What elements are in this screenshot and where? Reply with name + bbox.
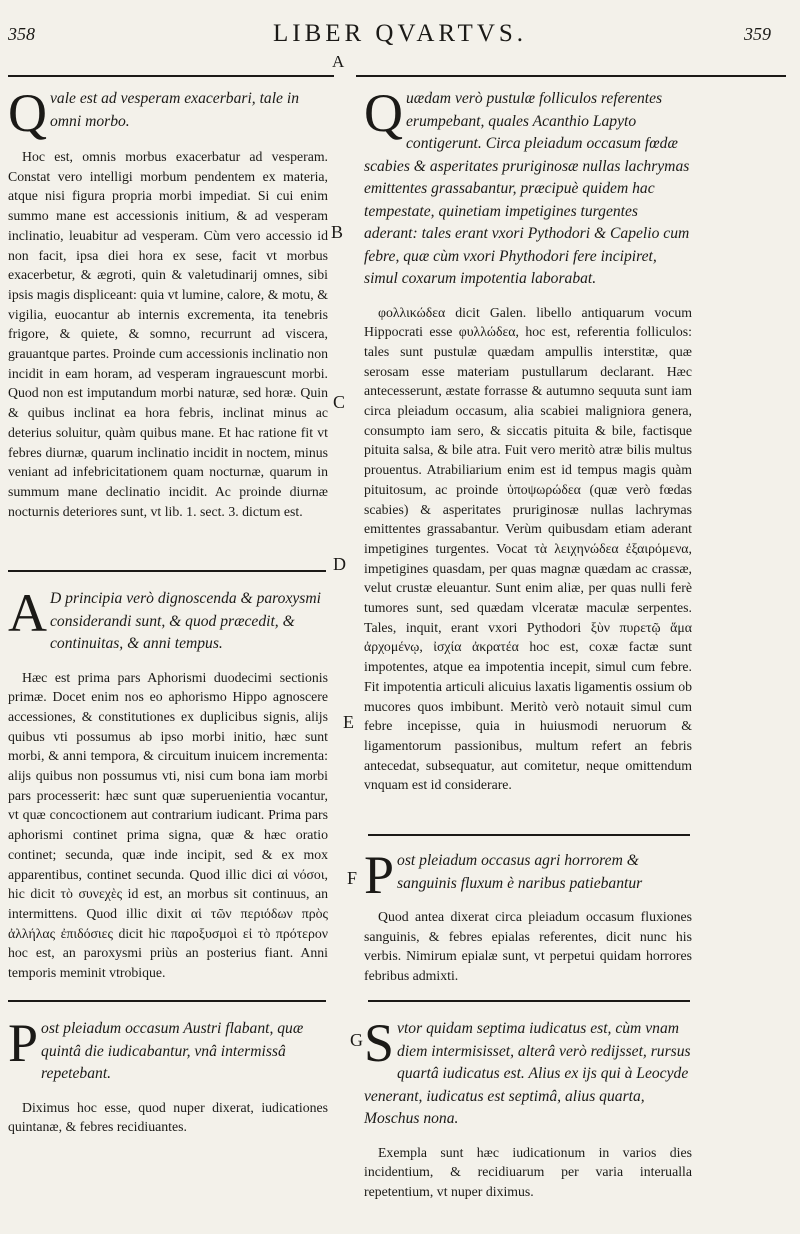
aphorism-lemma bbox=[364, 845, 692, 905]
lemma-text: vale est ad vesperam exacerbari, tale in omni morbo. bbox=[50, 90, 299, 130]
commentary-text: Exempla sunt hæc iudicationum in varios dies incidentium, & recidiuarum per varia interualla repetentium, vt nuper diximus. bbox=[364, 1144, 692, 1199]
drop-cap: P bbox=[364, 845, 395, 905]
margin-letter-e: E bbox=[343, 712, 354, 732]
drop-cap: S bbox=[364, 1013, 395, 1073]
left-section-1 bbox=[8, 83, 328, 521]
commentary-text: φολλικώδεα dicit Galen. libello antiquarum vocum Hippocrati esse φυλλώδεα, hoc est, referentia folliculos: tales sunt pustulæ quædam ampullis interstitæ, quæ serosam esse materiam pustullarum declarant. Hæc antecesserunt, æstate forrasse & autumno sequuta sunt iam circa pleiadum occasum, alia scabiei maligniora genera, consumpto iam sero, & siccatis pituita & bile, factisque pituita salsa, & bile atra. Fuit vero meritò atræ bilis multus prouentus. Atrabiliarium enim est id tempus magis quàm pituitosum, ac proinde ὑποψωρώδεα (quæ verò fœdas scabies) & asperitates pruriginosæ nullas lachrymas emittentes grassabantur. Verùm quibusdam etiam aderant impetigines turgentes. Vocat τὰ λειχηνώδεα ἐξαιρόμενα, impetigines quasdam, per quas magnæ quædam ac crassæ, velut crustæ eleuantur. Sunt enim aliæ, per quas nulli ferè tumores sunt, sed quædam vlceratæ maculæ serpentes. Tales, inquit, erant vxori Pythodori ξὺν πυρετῷ ἅμα ἀρχομένῳ, ἰσχία ἀκρατέα hoc est, coxæ factæ sunt impotentes, atque ea impotentia incepit, simul cum febre. Fit impotentia articuli alicuius laxatis ligamentis ossium ob mucores quos imbibunt. Meritò verò notauit simul cum febre incepisse, quia in huiusmodi neruorum & ligamentorum passionibus, multum refert an febris antecedat, subsequatur, aut comitetur, neque omittendum vnquam est id considerare. bbox=[364, 304, 692, 793]
margin-letter-g: G bbox=[350, 1030, 363, 1050]
commentary-text: Diximus hoc esse, quod nuper dixerat, iudicationes quintanæ, & febres recidiuantes. bbox=[8, 1099, 328, 1135]
margin-letter-b: B bbox=[331, 222, 344, 242]
right-section-1 bbox=[364, 83, 692, 795]
aphorism-lemma bbox=[364, 1013, 692, 1131]
margin-letter-f: F bbox=[347, 868, 358, 888]
commentary-text: Hæc est prima pars Aphorismi duodecimi sectionis primæ. Docet enim nos eo aphorismo Hippo agnoscere accessiones, & constitutiones ex duplicibus signis, alijs quibus vti possumus ab ipso morbi initio, hæc sunt morbi, & anni tempora, & circuitum inuicem incrementa: alijs quibus non possumus vti, nisi cum bona iam morbi pars processerit: hæc sunt quæ superuenientia vocantur, vt quæ concoctionem aut contrarium iudicant. Prima pars aphorismi continet prima signa, quæ & hæc oratio continet; secunda, quæ inde incipit, sed & ex mox apparentibus, continet secunda. Quod illic dici αἱ νόσοι, hic dicit τὸ συνεχὲς id est, an morbus sit continuus, an intermittens. Quod illic dixit αἱ τῶν περιόδων πρὸς ἀλλήλας ἐπιδόσιες dicit hic παροξυσμοὶ εἰ τὸ πρότερον hoc est, an paroxysmi priùs an posterius fiant. Anni temporis meminit vtrobique. bbox=[8, 669, 328, 981]
page-number-right: 359 bbox=[744, 24, 771, 44]
header-rule-left bbox=[8, 75, 334, 77]
section-rule bbox=[368, 834, 690, 836]
running-title: LIBER QVARTVS. bbox=[272, 20, 528, 47]
aphorism-lemma bbox=[364, 83, 692, 291]
lemma-text: ost pleiadum occasus agri horrorem & sanguinis fluxum è naribus patiebantur bbox=[397, 852, 643, 892]
lemma-text: uædam verò pustulæ folliculos referentes erumpebant, quales Acanthio Lapyto contigerunt. Circa pleiadum occasum fœdæ scabies & asperitates pruriginosæ nullas lachrymas emittentes grassabantur, præcipuè quidem hac tempestate, quinetiam impetigines turgentes aderant: tales erant vxori Pythodori & Capelio cum febre, quæ cùm vxori Phythodori fere incipiret, simul coxarum impotentia laborabat. bbox=[364, 90, 690, 287]
drop-cap: Q bbox=[364, 83, 403, 143]
lemma-text: D principia verò dignoscenda & paroxysmi considerandi sunt, & quod præcedit, & continuitas, & anni tempus. bbox=[50, 590, 321, 652]
section-rule bbox=[368, 1000, 690, 1002]
margin-letter-c: C bbox=[333, 392, 346, 412]
drop-cap: A bbox=[8, 583, 47, 643]
section-rule bbox=[8, 1000, 326, 1002]
right-section-2 bbox=[364, 845, 692, 986]
aphorism-lemma bbox=[8, 583, 328, 656]
section-rule bbox=[8, 570, 326, 572]
page-number-left: 358 bbox=[8, 24, 35, 44]
commentary-text: Quod antea dixerat circa pleiadum occasum fluxiones sanguinis, & febres epialas referentes, dicit nunc his verbis. Nimirum epialæ sunt, vt perpetui quidam horrores febribus admixti. bbox=[364, 909, 692, 984]
right-section-3 bbox=[364, 1013, 692, 1202]
margin-letter-d: D bbox=[333, 554, 346, 574]
header-rule-right bbox=[356, 75, 786, 77]
lemma-text: ost pleiadum occasum Austri flabant, quæ quintâ die iudicabantur, vnâ intermissâ repetebant. bbox=[41, 1020, 304, 1082]
drop-cap: Q bbox=[8, 83, 47, 143]
drop-cap: P bbox=[8, 1013, 39, 1073]
aphorism-lemma bbox=[8, 83, 328, 143]
lemma-text: vtor quidam septima iudicatus est, cùm vnam diem intermisisset, alterâ verò redijsset, rursus quartâ iudicatus est. Alius ex ijs qui à Leocyde venerant, iudicatus est septimâ, alius quarta, Moschus nona. bbox=[364, 1020, 691, 1127]
signature-mark: A bbox=[332, 52, 345, 71]
left-section-3 bbox=[8, 1013, 328, 1137]
left-section-2 bbox=[8, 583, 328, 983]
aphorism-lemma bbox=[8, 1013, 328, 1086]
commentary-text: Hoc est, omnis morbus exacerbatur ad vesperam. Constat vero intelligi morbum pendentem ex materia, atque nisi figura propria morbi impediat. Si cui enim summo mane est accessionis initium, & ad vesperam inclinatio, leuabitur ad vesperam. Cùm vero accessio id non facit, ipsa diei hora ex sese, facit vt morbus exacerbetur, & ægroti, quin & valetudinarij omnes, sibi ipsis magis displiceant: quia vt lumine, calore, & motu, & vigilia, euocantur ab internis excrementa, ita tenebris frigore, & quiete, & somno, recurrunt ad viscera, grauantque partes. Proinde cum accessionis inclinatio non incidit in eam horam, ad vesperam ingrauescunt morbi. Quod non est imputandum morbi naturæ, sed horæ. Quin & quibus inclinat ea hora febris, inclinat minus ac deterius soluitur, quàm quibus mane. Et hac ratione fit vt febres diurnæ, quarum inclinatio incidit in noctem, minus veniant ad infebricitationem quam nocturnæ, quarum in summum mane declinatio incidit. Ac proinde diurnæ nocturnis deteriores sunt, vt lib. 1. sect. 3. dictum est. bbox=[8, 149, 328, 519]
